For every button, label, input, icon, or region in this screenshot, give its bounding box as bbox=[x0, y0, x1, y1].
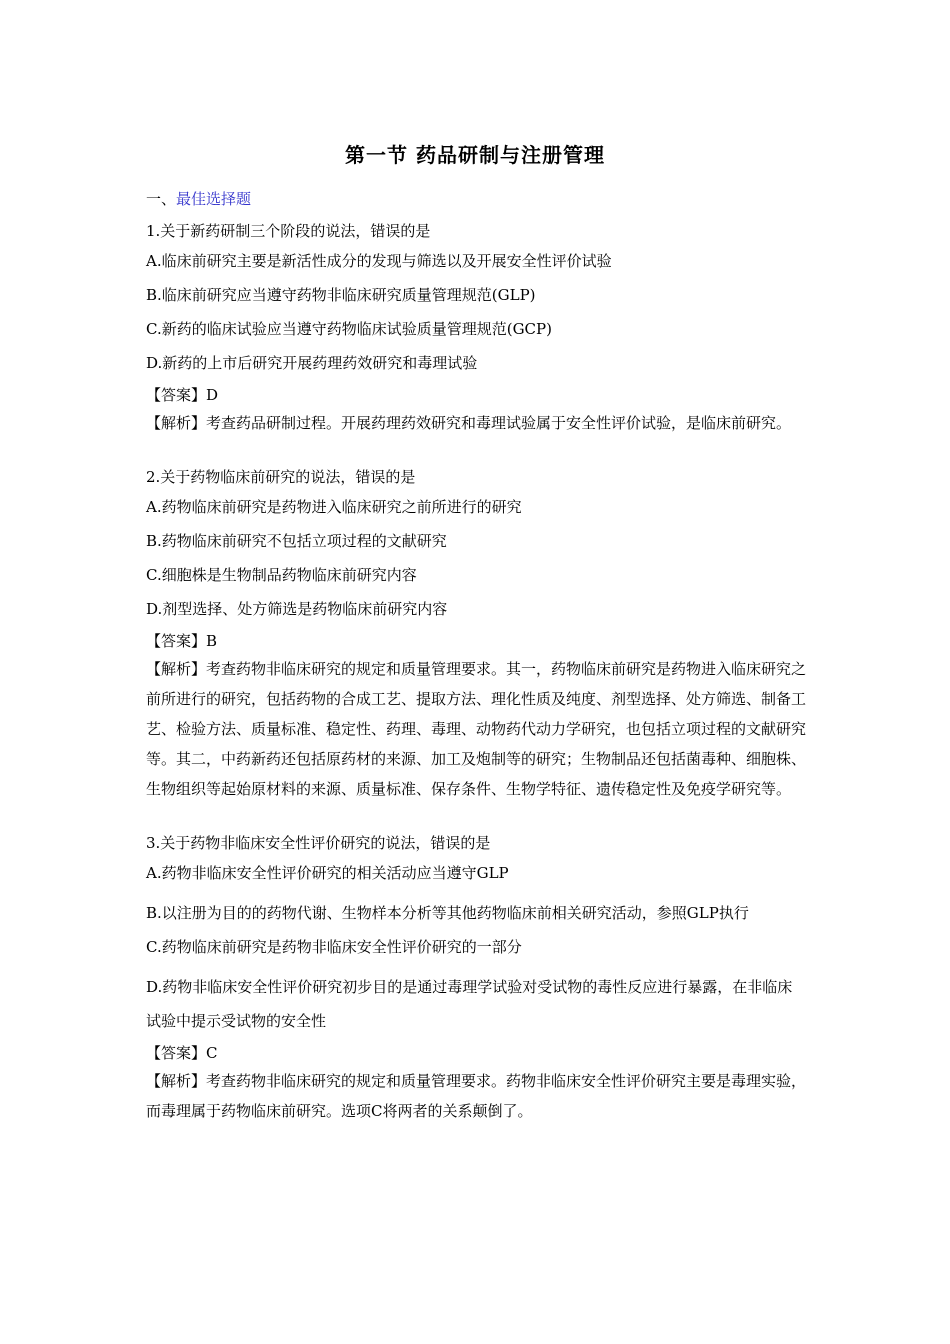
option-c: C.药物临床前研究是药物非临床安全性评价研究的一部分 bbox=[146, 938, 522, 956]
answer: 【答案】D bbox=[146, 386, 219, 404]
section-heading bbox=[146, 188, 251, 209]
question-stem: 3.关于药物非临床安全性评价研究的说法，错误的是 bbox=[146, 834, 491, 852]
option-d: D.新药的上市后研究开展药理药效研究和毒理试验 bbox=[146, 354, 478, 372]
option-a: A.临床前研究主要是新活性成分的发现与筛选以及开展安全性评价试验 bbox=[146, 252, 612, 270]
option-a: A.药物非临床安全性评价研究的相关活动应当遵守GLP bbox=[146, 864, 509, 882]
option-c: C.细胞株是生物制品药物临床前研究内容 bbox=[146, 566, 417, 584]
question-1 bbox=[146, 220, 806, 438]
analysis: 【解析】考查药物非临床研究的规定和质量管理要求。其一，药物临床前研究是药物进入临床研究之前所进行的研究，包括药物的合成工艺、提取方法、理化性质及纯度、剂型选择、处方筛选、制备工艺、检验方法、质量标准、稳定性、药理、毒理、动物药代动力学研究，也包括立项过程的文献研究等。其二，中药新药还包括原药材的来源、加工及炮制等的研究；生物制品还包括菌毒种、细胞株、生物组织等起始原材料的来源、质量标准、保存条件、生物学特征、遗传稳定性及免疫学研究等。 bbox=[146, 660, 807, 798]
question-stem: 2.关于药物临床前研究的说法，错误的是 bbox=[146, 468, 416, 486]
option-b: B.药物临床前研究不包括立项过程的文献研究 bbox=[146, 532, 447, 550]
option-b: B.以注册为目的的药物代谢、生物样本分析等其他药物临床前相关研究活动，参照GLP执行 bbox=[146, 904, 749, 922]
section-number: 一、 bbox=[146, 190, 177, 208]
option-d: D.药物非临床安全性评价研究初步目的是通过毒理学试验对受试物的毒性反应进行暴露，在非临床试验中提示受试物的安全性 bbox=[146, 978, 793, 1030]
page-title: 第一节 药品研制与注册管理 bbox=[345, 143, 605, 167]
section-label: 最佳选择题 bbox=[176, 190, 252, 208]
option-b: B.临床前研究应当遵守药物非临床研究质量管理规范(GLP) bbox=[146, 286, 536, 304]
question-2 bbox=[146, 466, 806, 804]
analysis: 【解析】考查药物非临床研究的规定和质量管理要求。药物非临床安全性评价研究主要是毒理实验，而毒理属于药物临床前研究。选项C将两者的关系颠倒了。 bbox=[146, 1072, 807, 1120]
question-list bbox=[146, 220, 806, 1126]
option-a: A.药物临床前研究是药物进入临床研究之前所进行的研究 bbox=[146, 498, 522, 516]
question-stem: 1.关于新药研制三个阶段的说法，错误的是 bbox=[146, 222, 431, 240]
option-c: C.新药的临床试验应当遵守药物临床试验质量管理规范(GCP) bbox=[146, 320, 552, 338]
answer: 【答案】C bbox=[146, 1044, 218, 1062]
question-3 bbox=[146, 832, 806, 1126]
analysis: 【解析】考查药品研制过程。开展药理药效研究和毒理试验属于安全性评价试验，是临床前研究。 bbox=[146, 414, 792, 432]
answer: 【答案】B bbox=[146, 632, 218, 650]
option-d: D.剂型选择、处方筛选是药物临床前研究内容 bbox=[146, 600, 448, 618]
